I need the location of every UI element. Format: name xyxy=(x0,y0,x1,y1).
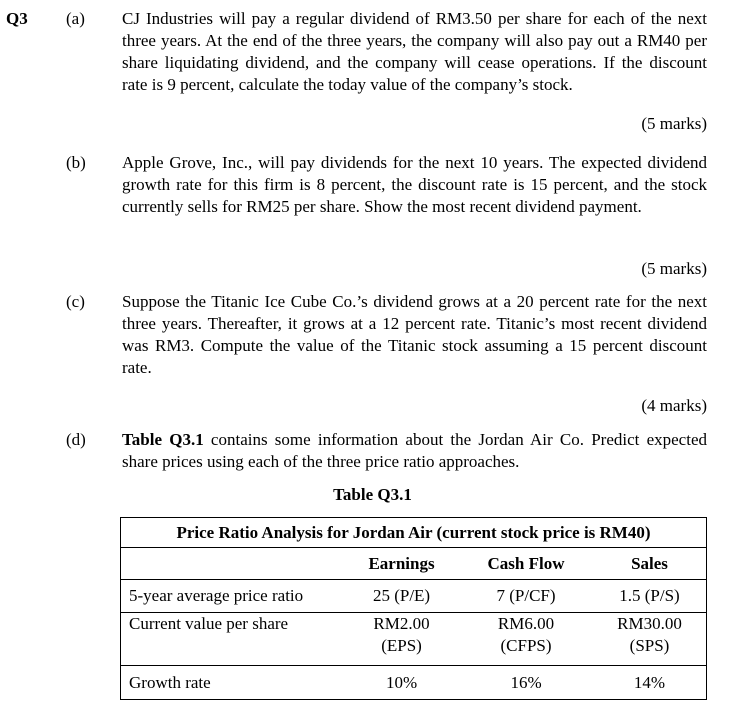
table-header-row xyxy=(121,548,707,580)
part-a-marks: (5 marks) xyxy=(641,114,707,133)
part-d-body: contains some information about the Jordan Air Co. Predict expected share prices using each of the three price ratio approaches. xyxy=(122,430,707,471)
part-c-text: Suppose the Titanic Ice Cube Co.’s dividend grows at a 20 percent rate for the next three years. Thereafter, it grows at a 12 percent rate. Titanic’s most recent dividend was RM3. Compute the value of the Titanic stock assuming a 15 percent discount rate. xyxy=(122,292,707,377)
cell-cash-flow: 7 (P/CF) xyxy=(496,586,556,605)
cell-cash-flow: 16% xyxy=(510,672,542,692)
cell-subvalue: (EPS) xyxy=(381,636,422,655)
header-blank xyxy=(121,548,345,580)
part-a-label: (a) xyxy=(66,9,85,28)
row-label: 5-year average price ratio xyxy=(129,586,304,605)
header-sales: Sales xyxy=(631,553,668,573)
part-a-text: CJ Industries will pay a regular dividend of RM3.50 per share for each of the next three years. At the end of the three years, the company will also pay out a RM40 per share liquidating dividend, and the company will cease operations. If the discount rate is 9 percent, calculate the today value of the company’s stock. xyxy=(122,9,707,94)
header-cash-flow: Cash Flow xyxy=(487,553,565,573)
header-earnings: Earnings xyxy=(368,553,435,573)
cell-earnings: 25 (P/E) xyxy=(372,586,431,605)
cell-cash-flow xyxy=(459,613,593,666)
part-c-marks: (4 marks) xyxy=(641,396,707,415)
part-b-text: Apple Grove, Inc., will pay dividends for the next 10 years. The expected dividend growth rate for this firm is 8 percent, the discount rate is 15 percent, and the stock currently sells for RM25 per share. Show the most recent dividend payment. xyxy=(122,153,707,216)
table-row xyxy=(121,580,707,613)
table-reference: Table Q3.1 xyxy=(122,430,204,449)
cell-value: RM30.00 xyxy=(617,614,682,633)
question-number: Q3 xyxy=(6,9,28,28)
part-d-text xyxy=(122,429,707,473)
cell-subvalue: (SPS) xyxy=(629,636,670,655)
part-d-label: (d) xyxy=(66,430,86,449)
cell-value: RM2.00 xyxy=(373,614,430,633)
cell-subvalue: (CFPS) xyxy=(500,636,552,655)
cell-sales: 14% xyxy=(633,672,666,692)
table-row xyxy=(121,666,707,700)
price-ratio-table xyxy=(120,517,707,700)
cell-earnings xyxy=(344,613,459,666)
table-title: Price Ratio Analysis for Jordan Air (current stock price is RM40) xyxy=(121,518,707,548)
table-caption: Table Q3.1 xyxy=(333,485,412,504)
table-row xyxy=(121,613,707,666)
cell-value: RM6.00 xyxy=(497,614,555,633)
part-b-marks: (5 marks) xyxy=(641,259,707,278)
part-c-label: (c) xyxy=(66,292,85,311)
row-label: Current value per share xyxy=(129,614,289,633)
part-b-label: (b) xyxy=(66,153,86,172)
cell-sales: 1.5 (P/S) xyxy=(619,586,680,605)
cell-earnings: 10% xyxy=(385,672,418,692)
cell-sales xyxy=(593,613,707,666)
row-label: Growth rate xyxy=(129,672,211,692)
